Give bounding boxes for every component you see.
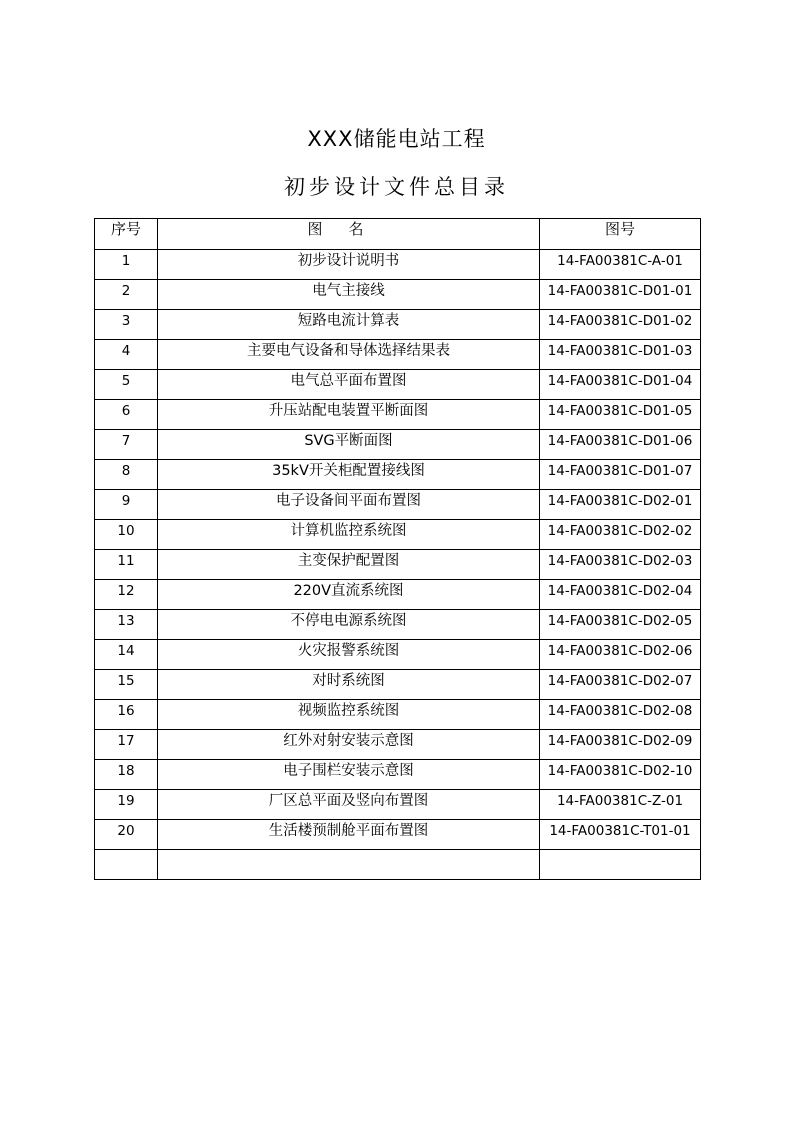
table-row [95,820,701,850]
row-drawing-code: 14-FA00381C-D01-02 [540,310,701,340]
table-row [95,700,701,730]
table-row [95,310,701,340]
row-drawing-name: 电气总平面布置图 [158,370,540,400]
row-serial-number: 11 [95,550,158,580]
row-drawing-code: 14-FA00381C-D01-03 [540,340,701,370]
row-drawing-code: 14-FA00381C-A-01 [540,250,701,280]
table-row [95,790,701,820]
table-row [95,370,701,400]
row-serial-number: 18 [95,760,158,790]
table-row [95,520,701,550]
table-row [95,550,701,580]
row-serial-number [95,850,158,880]
row-drawing-code: 14-FA00381C-D02-04 [540,580,701,610]
row-serial-number: 16 [95,700,158,730]
row-drawing-code: 14-FA00381C-D02-01 [540,490,701,520]
table-row [95,640,701,670]
document-title: XXX储能电站工程 [307,127,486,151]
table-row [95,850,701,880]
row-drawing-name: 电子设备间平面布置图 [158,490,540,520]
table-row [95,670,701,700]
row-serial-number: 7 [95,430,158,460]
row-drawing-name: 不停电电源系统图 [158,610,540,640]
row-drawing-code: 14-FA00381C-D02-02 [540,520,701,550]
row-serial-number: 17 [95,730,158,760]
table-row [95,760,701,790]
table-row [95,730,701,760]
row-serial-number: 10 [95,520,158,550]
row-drawing-code: 14-FA00381C-D02-08 [540,700,701,730]
row-serial-number: 6 [95,400,158,430]
row-serial-number: 9 [95,490,158,520]
table-row [95,250,701,280]
table-row [95,610,701,640]
row-drawing-name: 厂区总平面及竖向布置图 [158,790,540,820]
row-serial-number: 2 [95,280,158,310]
table-row [95,340,701,370]
row-drawing-code [540,850,701,880]
row-drawing-name: 220V直流系统图 [158,580,540,610]
row-drawing-name: 视频监控系统图 [158,700,540,730]
row-drawing-name [158,850,540,880]
row-drawing-code: 14-FA00381C-D02-05 [540,610,701,640]
row-drawing-name: SVG平断面图 [158,430,540,460]
table-row [95,430,701,460]
row-drawing-name: 主要电气设备和导体选择结果表 [158,340,540,370]
catalog-table [94,218,701,880]
table-row [95,490,701,520]
row-drawing-code: 14-FA00381C-D02-09 [540,730,701,760]
table-header-row [95,219,701,250]
row-serial-number: 14 [95,640,158,670]
row-drawing-name: 生活楼预制舱平面布置图 [158,820,540,850]
row-drawing-code: 14-FA00381C-D02-06 [540,640,701,670]
row-drawing-code: 14-FA00381C-D02-10 [540,760,701,790]
row-drawing-code: 14-FA00381C-D01-05 [540,400,701,430]
row-serial-number: 13 [95,610,158,640]
row-serial-number: 12 [95,580,158,610]
row-drawing-name: 主变保护配置图 [158,550,540,580]
row-drawing-name: 计算机监控系统图 [158,520,540,550]
header-drawing-name: 图名 [158,219,540,250]
row-serial-number: 20 [95,820,158,850]
row-serial-number: 4 [95,340,158,370]
row-serial-number: 3 [95,310,158,340]
table-row [95,460,701,490]
header-drawing-code: 图号 [540,219,701,250]
row-drawing-name: 电子围栏安装示意图 [158,760,540,790]
row-drawing-code: 14-FA00381C-D01-06 [540,430,701,460]
row-drawing-name: 红外对射安装示意图 [158,730,540,760]
row-drawing-code: 14-FA00381C-D01-04 [540,370,701,400]
row-drawing-name: 短路电流计算表 [158,310,540,340]
header-serial-number: 序号 [95,219,158,250]
table-row [95,400,701,430]
row-serial-number: 1 [95,250,158,280]
row-drawing-code: 14-FA00381C-D01-01 [540,280,701,310]
row-serial-number: 8 [95,460,158,490]
table-row [95,580,701,610]
row-drawing-code: 14-FA00381C-D02-03 [540,550,701,580]
table-row [95,280,701,310]
row-drawing-code: 14-FA00381C-D01-07 [540,460,701,490]
row-drawing-name: 35kV开关柜配置接线图 [158,460,540,490]
row-drawing-code: 14-FA00381C-T01-01 [540,820,701,850]
row-drawing-name: 火灾报警系统图 [158,640,540,670]
row-drawing-name: 电气主接线 [158,280,540,310]
row-serial-number: 5 [95,370,158,400]
row-drawing-name: 对时系统图 [158,670,540,700]
catalog-rows [95,250,701,880]
document-subtitle: 初步设计文件总目录 [284,175,509,199]
row-drawing-code: 14-FA00381C-D02-07 [540,670,701,700]
row-drawing-code: 14-FA00381C-Z-01 [540,790,701,820]
row-serial-number: 15 [95,670,158,700]
row-drawing-name: 初步设计说明书 [158,250,540,280]
row-serial-number: 19 [95,790,158,820]
row-drawing-name: 升压站配电装置平断面图 [158,400,540,430]
